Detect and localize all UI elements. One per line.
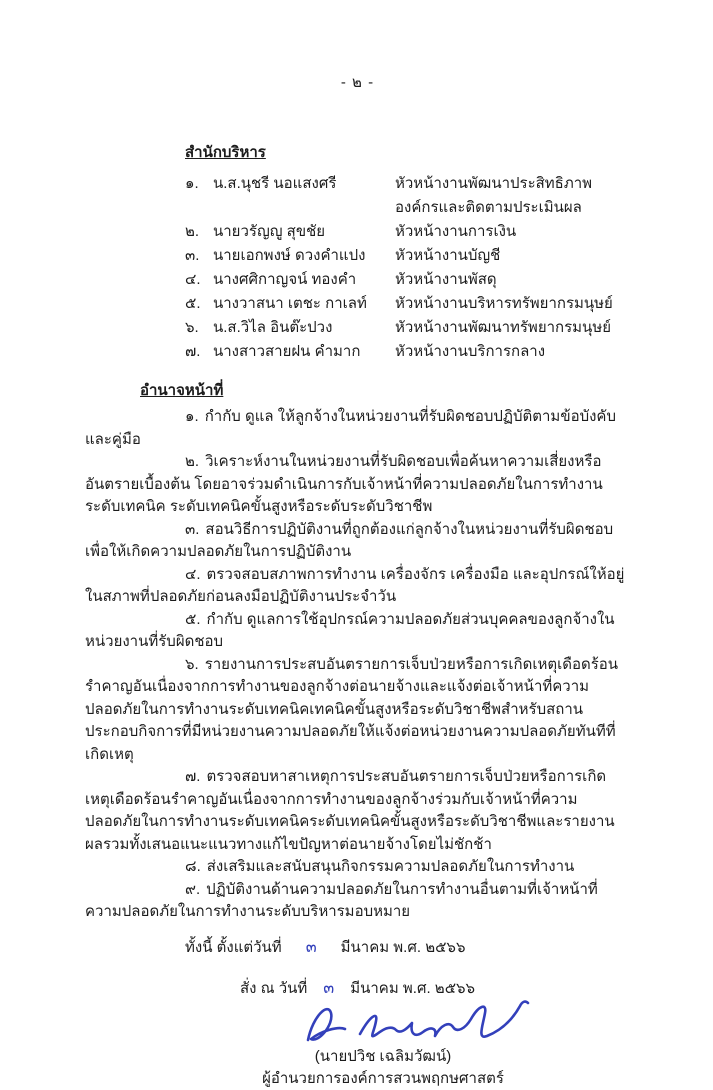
- effective-date-line: [185, 936, 630, 959]
- staff-row: [185, 244, 630, 268]
- staff-number: ๔.: [185, 271, 201, 288]
- staff-number: ๓.: [185, 247, 200, 264]
- staff-position: หัวหน้างานบริการกลาง: [395, 343, 546, 360]
- staff-position: หัวหน้างานบัญชี: [395, 247, 501, 264]
- effective-date-prefix: ทั้งนี้ ตั้งแต่วันที่: [185, 938, 282, 956]
- staff-name: นางสาวสายฝน คำมาก: [213, 343, 361, 360]
- duty-text: รายงานการประสบอันตรายการเจ็บป่วยหรือการเกิดเหตุเดือดร้อนรำคาญอันเนื่องจากการทำงานของลูกจ้างต่อนายจ้างและแจ้งต่อเจ้าหน้าที่ความปลอดภัยในการทำงานระดับเทคนิคเทคนิคขั้นสูงหรือระดับวิชาชีพสำหรับสถานประกอบกิจการที่มีหน่วยงานความปลอดภัยให้แจ้งต่อหน่วยงานความปลอดภัยทันทีที่เกิดเหตุ: [85, 655, 619, 763]
- staff-position: หัวหน้างานการเงิน: [395, 223, 517, 240]
- staff-name: นายวรัญญู สุขชัย: [213, 223, 326, 240]
- duty-text: ตรวจสอบหาสาเหตุการประสบอันตรายการเจ็บป่วยหรือการเกิดเหตุเดือดร้อนรำคาญอันเนื่องจากการทำงานของลูกจ้างร่วมกับเจ้าหน้าที่ความปลอดภัยในการทำงานระดับเทคนิคระดับเทคนิคขั้นสูงหรือระดับวิชาชีพและรายงานผลรวมทั้งเสนอแนะแนวทางแก้ไขปัญหาต่อนายจ้างโดยไม่ชักช้า: [85, 768, 615, 853]
- order-date-prefix: สั่ง ณ วันที่: [240, 979, 308, 997]
- duty-text: ส่งเสริมและสนับสนุนกิจกรรมความปลอดภัยในการทำงาน: [206, 858, 575, 875]
- staff-row: [185, 268, 630, 292]
- duty-text: สอนวิธีการปฏิบัติงานที่ถูกต้องแก่ลูกจ้างในหน่วยงานที่รับผิดชอบเพื่อให้เกิดความปลอดภัยในการปฏิบัติงาน: [85, 520, 614, 560]
- duties-list: [85, 406, 630, 924]
- staff-number: ๕.: [185, 295, 201, 312]
- duty-text: ตรวจสอบสภาพการทำงาน เครื่องจักร เครื่องมือ และอุปกรณ์ให้อยู่ในสภาพที่ปลอดภัยก่อนลงมือปฏิบัติงานประจำวัน: [85, 565, 625, 605]
- staff-number: ๒.: [185, 223, 200, 240]
- staff-number: ๗.: [185, 343, 201, 360]
- staff-number: ๑.: [185, 175, 199, 192]
- staff-row: [185, 292, 630, 316]
- duty-number: ๒.: [185, 453, 200, 470]
- staff-list: [85, 172, 630, 364]
- duty-number: ๙.: [185, 880, 201, 898]
- duty-number: ๕.: [185, 610, 201, 628]
- duty-number: ๘.: [185, 858, 201, 875]
- duty-number: ๖.: [185, 655, 199, 673]
- duty-number: ๑.: [185, 408, 199, 425]
- staff-position: หัวหน้างานพัสดุ: [395, 271, 497, 288]
- order-date-suffix: มีนาคม พ.ศ. ๒๕๖๖: [350, 979, 476, 997]
- staff-number: ๖.: [185, 319, 199, 336]
- duty-text: กำกับ ดูแล ให้ลูกจ้างในหน่วยงานที่รับผิดชอบปฏิบัติตามข้อบังคับและคู่มือ: [85, 408, 616, 448]
- staff-name: นายเอกพงษ์ ดวงคำแปง: [213, 247, 366, 264]
- duty-item: [85, 519, 630, 564]
- order-day-handwritten: ๓: [323, 977, 335, 997]
- duty-item: [85, 406, 630, 451]
- duty-item: [85, 609, 630, 654]
- office-section-heading: สำนักบริหาร: [185, 144, 266, 161]
- duty-text: ปฏิบัติงานด้านความปลอดภัยในการทำงานอื่นตามที่เจ้าหน้าที่ความปลอดภัยในการทำงานระดับบริหารมอบหมาย: [85, 880, 598, 920]
- staff-row: [185, 316, 630, 340]
- staff-row: [185, 220, 630, 244]
- duty-text: กำกับ ดูแลการใช้อุปกรณ์ความปลอดภัยส่วนบุคคลของลูกจ้างในหน่วยงานที่รับผิดชอบ: [85, 610, 615, 650]
- duty-number: ๓.: [185, 520, 200, 538]
- effective-date-suffix: มีนาคม พ.ศ. ๒๕๖๖: [340, 938, 466, 956]
- duties-section-heading: อำนาจหน้าที่: [140, 382, 224, 399]
- signature-block: [228, 996, 538, 1090]
- signatory-title: ผู้อำนวยการองค์การสวนพฤกษศาสตร์: [262, 1069, 504, 1087]
- duty-item: [85, 564, 630, 609]
- staff-name: น.ส.นุชรี นอแสงศรี: [213, 175, 337, 192]
- duty-item: [85, 451, 630, 519]
- signatory-name: (นายปวิช เฉลิมวัฒน์): [314, 1047, 452, 1065]
- staff-name: นางวาสนา เตชะ กาเลท์: [213, 295, 367, 312]
- staff-name: นางศศิกาญจน์ ทองคำ: [213, 271, 357, 288]
- duty-number: ๔.: [185, 565, 201, 583]
- duty-item: [85, 766, 630, 856]
- staff-name: น.ส.วิไล อินต๊ะปวง: [213, 319, 333, 336]
- staff-row: [185, 340, 630, 364]
- staff-position: หัวหน้างานพัฒนาประสิทธิภาพองค์กรและติดตามประเมินผล: [395, 175, 593, 216]
- page-number: - ๒ -: [340, 74, 375, 91]
- staff-row: [185, 172, 630, 220]
- staff-position: หัวหน้างานบริหารทรัพยากรมนุษย์: [395, 295, 613, 312]
- duty-item: [85, 856, 630, 879]
- effective-day-handwritten: ๓: [305, 936, 317, 956]
- duty-item: [85, 879, 630, 924]
- duty-text: วิเคราะห์งานในหน่วยงานที่รับผิดชอบเพื่อค้นหาความเสี่ยงหรืออันตรายเบื้องต้น โดยอาจร่วมดำเนินการกับเจ้าหน้าที่ความปลอดภัยในการทำงานระดับเทคนิค ระดับเทคนิคขั้นสูงหรือระดับระดับวิชาชีพ: [85, 453, 603, 515]
- duty-item: [85, 654, 630, 767]
- staff-position: หัวหน้างานพัฒนาทรัพยากรมนุษย์: [395, 319, 611, 336]
- duty-number: ๗.: [185, 768, 201, 785]
